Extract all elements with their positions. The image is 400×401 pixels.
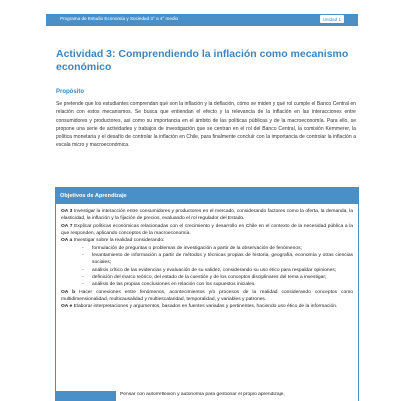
list-item: - análisis de las propias conclusiones en relación con los supuestos iniciales. [82, 281, 353, 288]
objective-code: OA 3 [61, 209, 73, 214]
objective-code: OA 7 [61, 223, 73, 229]
objective-code: OA e [61, 304, 73, 310]
objective-text: Investigar la interacción entre consumidores y productores en el mercado, considerando factores como la oferta, la demanda, la elasticidad, la inflación y la fijación de precios, evaluando el rol regulador del Estado. [61, 209, 354, 222]
objective-oa7 [61, 223, 353, 238]
objectives-body [56, 204, 358, 311]
program-title: Programa de Estudio Economía y Sociedad 3° a 4° medio [60, 16, 179, 21]
list-item: - definición del marco teórico, del estado de la cuestión y de los conceptos disciplinares del tema a investigar; [82, 274, 353, 281]
objective-text: Elaborar interpretaciones y argumentos, basados en fuentes variadas y pertinentes, haciendo uso ético de la información. [73, 304, 338, 310]
objective-oa3 [61, 208, 353, 223]
purpose-text: Se pretende que los estudiantes comprendan qué son la inflación y la deflación, cómo se miden y qué rol cumple el Banco Central en relación con estos mecanismos. Se busca que entiendan el efecto y la relevancia de la inflación en las interacciones entre consumidores y productores, así como su importancia en el ámbito de las políticas públicas y de la macroeconomía. Para ello, se propone una serie de actividades y trabajos de investigación que se centran en el rol del Banco Central, la comisión Kemmerer, la política monetaria y el desafío de controlar la inflación en Chile, para finalmente concluir con la importancia de controlar la inflación a escala micro y macroeconómica. [56, 101, 356, 149]
purpose-heading: Propósito [56, 89, 84, 95]
unit-badge: Unidad 1 [320, 15, 344, 23]
attitudes-text: Pensar con autorreflexión y autonomía para gestionar el propio aprendizaje, [120, 392, 285, 397]
objective-text: Explicar políticas económicas relacionadas con el crecimiento y desarrollo en Chile en el contexto de la necesidad pública a la que responden, aplicando conceptos de la macroeconomía. [61, 223, 354, 237]
list-item: - formulación de preguntas o problemas de investigación a partir de la observación de fenómenos; [82, 245, 353, 252]
objective-code: OA b [61, 289, 76, 295]
objective-oaa [61, 237, 353, 244]
objective-text: Hacer conexiones entre fenómenos, acontecimientos y/o procesos de la realidad considerando conceptos como multidimensionalidad, multicausalidad y multiescalaridad, temporalidad, y variables y patrones. [61, 289, 354, 303]
objectives-heading: Objetivos de Aprendizaje [56, 188, 358, 204]
list-item: - análisis crítico de las evidencias y evaluación de su validez, considerando su uso ético para respaldar opiniones; [82, 267, 353, 274]
objectives-table [55, 187, 359, 401]
objective-oae [61, 303, 353, 310]
list-item: - levantamiento de información a partir de métodos y técnicas propias de historia, geografía, economía y otras ciencias sociales; [82, 252, 353, 267]
objective-code: OA a [61, 238, 73, 244]
objective-oab [61, 289, 353, 304]
header-bar [46, 14, 358, 26]
activity-title: Actividad 3: Comprendiendo la inflación como mecanismo económico [56, 48, 349, 73]
objective-text: Investigar sobre la realidad considerando: [73, 238, 165, 244]
oaa-list [61, 245, 353, 289]
